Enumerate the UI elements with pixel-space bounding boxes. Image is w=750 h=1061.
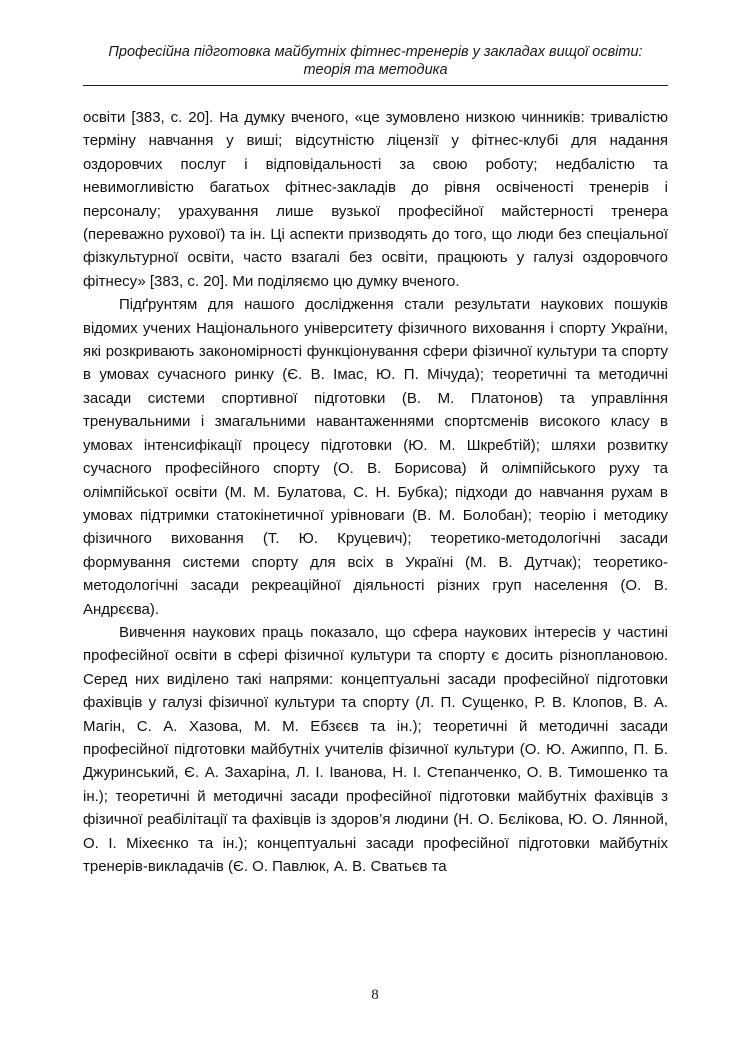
header-divider: [83, 85, 668, 86]
running-header: [83, 43, 668, 79]
body-text: [83, 106, 668, 878]
paragraph: Вивчення наукових праць показало, що сфера наукових інтересів у частині професійної освіти в сфері фізичної культури та спорту є досить різноплановою. Серед них виділено такі напрями: концептуальні засади професійної підготовки фахівців у галузі фізичної культури та спорту (Л. П. Сущенко, Р. В. Клопов, В. А. Магін, С. А. Хазова, М. М. Ебзєєв та ін.); теоретичні й методичні засади професійної підготовки майбутніх учителів фізичної культури (О. Ю. Ажиппо, П. Б. Джуринський, Є. А. Захаріна, Л. І. Іванова, Н. І. Степанченко, О. В. Тимошенко та ін.); теоретичні й методичні засади професійної підготовки майбутніх фахівців з фізичної реабілітації та фахівців із здоров’я людини (Н. О. Бєлікова, Ю. О. Лянной, О. І. Міхеєнко та ін.); концептуальні засади професійної підготовки майбутніх тренерів-викладачів (Є. О. Павлюк, А. В. Сватьєв та: [83, 623, 668, 875]
page-number: 8: [371, 987, 379, 1003]
running-header-line-1: Професійна підготовка майбутніх фітнес-тренерів у закладах вищої освіти:: [108, 44, 643, 60]
running-header-line-2: теорія та методика: [303, 62, 448, 78]
paragraph-continuation: освіти [383, с. 20]. На думку вченого, «це зумовлено низкою чинників: тривалістю терміну навчання у виші; відсутністю ліцензії у фітнес-клубі для надання оздоровчих послуг і відповідальності за свою роботу; недбалістю та невимогливістю багатьох фітнес-закладів до рівня освіченості тренерів і персоналу; урахування лише вузької професійної майстерності тренера (переважно рухової) та ін. Ці аспекти призводять до того, що люди без спеціальної фізкультурної освіти, часто взагалі без освіти, працюють у галузі оздоровчого фітнесу» [383, с. 20]. Ми поділяємо цю думку вченого.: [83, 109, 668, 290]
paragraph: Підґрунтям для нашого дослідження стали результати наукових пошуків відомих учених Національного університету фізичного виховання і спорту України, які розкривають закономірності функціонування сфери фізичної культури та спорту в умовах сучасного ринку (Є. В. Імас, Ю. П. Мічуда); теоретичні та методичні засади системи спортивної підготовки (В. М. Платонов) та управління тренувальними і змагальними навантаженнями спортсменів високого класу в умовах інтенсифікації процесу підготовки (Ю. М. Шкребтій); шляхи розвитку сучасного професійного спорту (О. В. Борисова) й олімпійського руху та олімпійської освіти (М. М. Булатова, С. Н. Бубка); підходи до навчання рухам в умовах підтримки статокінетичної урівноваги (В. М. Болобан); теорію і методику фізичного виховання (Т. Ю. Круцевич); теоретико-методологічні засади формування системи спорту для всіх в Україні (М. В. Дутчак); теоретико-методологічні засади рекреаційної діяльності різних груп населення (О. В. Андрєєва).: [83, 296, 668, 618]
